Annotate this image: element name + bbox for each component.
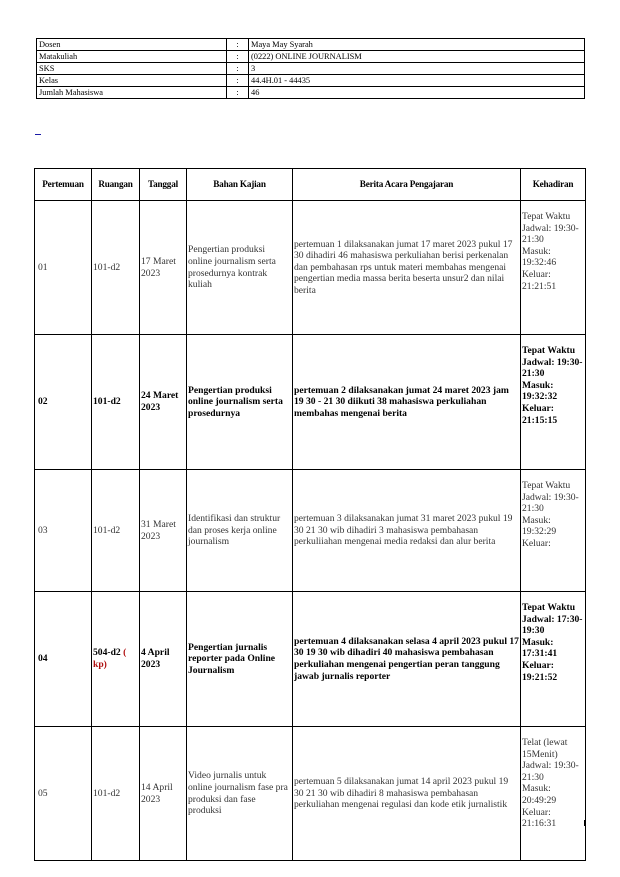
cell-ruangan — [92, 335, 140, 470]
next-row-divider — [91, 820, 92, 826]
kehadiran-status: Tepat Waktu — [522, 480, 571, 491]
cell-berita-acara: pertemuan 5 dilaksanakan jumat 14 april 2023 pukul 19 30 21 30 wib dihadiri 8 mahasiswa pembahasan perkuliahan mengenai regulasi dan kode etik jurnalistik — [293, 727, 521, 861]
kehadiran-status: Telat (lewat 15Menit) — [522, 737, 568, 760]
cell-kehadiran — [521, 592, 586, 727]
cell-kehadiran — [521, 727, 586, 861]
schedule-table — [34, 168, 586, 861]
header-ruangan: Ruangan — [92, 169, 140, 201]
kehadiran-jadwal: Jadwal: 19:30-21:30 — [522, 222, 579, 246]
table-row — [35, 201, 586, 335]
kehadiran-masuk: Masuk: 19:32:32 — [522, 379, 558, 403]
table-row — [35, 727, 586, 861]
info-row-dosen — [37, 39, 585, 51]
header-bahan-kajian: Bahan Kajian — [187, 169, 293, 201]
ruangan-note: ( kp) — [93, 647, 127, 670]
cell-pertemuan: 05 — [35, 727, 92, 861]
info-separator: : — [227, 39, 249, 51]
table-row — [35, 470, 586, 592]
ruangan-code: 101-d2 — [93, 396, 121, 408]
cell-berita-acara: pertemuan 4 dilaksanakan selasa 4 april 2023 pukul 17 30 19 30 wib dihadiri 40 mahasiswa pembahasan perkuliahan mengenai pengertian peran tanggung jawab jurnalis reporter — [293, 592, 521, 727]
cell-tanggal: 17 Maret 2023 — [140, 201, 187, 335]
cell-pertemuan: 04 — [35, 592, 92, 727]
cell-berita-acara: pertemuan 1 dilaksanakan jumat 17 maret 2023 pukul 17 30 dihadiri 46 mahasiswa perkuliahan berisi perkenalan dan pembahasan rps untuk materi membahas mengenai pengertian media massa berita beserta unsur2 dan nilai berita — [293, 201, 521, 335]
info-row-matakuliah — [37, 51, 585, 63]
kehadiran-masuk: Masuk: 17:31:41 — [522, 636, 558, 660]
cell-tanggal: 4 April 2023 — [140, 592, 187, 727]
kehadiran-keluar: Keluar: — [522, 537, 551, 549]
kehadiran-keluar: Keluar: 21:15:15 — [522, 402, 558, 426]
kehadiran-status: Tepat Waktu — [522, 602, 576, 613]
table-header-row — [35, 169, 586, 201]
info-value: Maya May Syarah — [249, 39, 585, 51]
table-row — [35, 335, 586, 470]
empty-link[interactable] — [35, 125, 41, 135]
cell-bahan-kajian: Pengertian jurnalis reporter pada Online Journalism — [187, 592, 293, 727]
cell-kehadiran — [521, 470, 586, 592]
kehadiran-masuk: Masuk: 19:32:29 — [522, 514, 557, 538]
kehadiran-keluar: Keluar: 21:21:51 — [522, 268, 557, 292]
table-row — [35, 592, 586, 727]
cell-ruangan — [92, 592, 140, 727]
next-row-border — [34, 820, 585, 826]
course-info-table — [36, 38, 585, 99]
info-row-jumlah-mahasiswa — [37, 87, 585, 99]
cell-tanggal: 31 Maret 2023 — [140, 470, 187, 592]
info-value: (0222) ONLINE JOURNALISM — [249, 51, 585, 63]
info-label: Dosen — [37, 39, 227, 51]
info-separator: : — [227, 75, 249, 87]
cell-bahan-kajian: Pengertian produksi online journalism serta prosedurnya — [187, 335, 293, 470]
kehadiran-jadwal: Jadwal: 19:30-21:30 — [522, 760, 579, 783]
cell-tanggal: 14 April 2023 — [140, 727, 187, 861]
header-kehadiran: Kehadiran — [521, 169, 586, 201]
kehadiran-keluar: Keluar: 21:16:31 — [522, 806, 557, 830]
cell-ruangan — [92, 470, 140, 592]
cell-ruangan — [92, 727, 140, 861]
ruangan-code: 101-d2 — [93, 787, 121, 799]
kehadiran-status: Tepat Waktu — [522, 345, 576, 356]
header-pertemuan: Pertemuan — [35, 169, 92, 201]
cell-pertemuan: 02 — [35, 335, 92, 470]
info-separator: : — [227, 51, 249, 63]
info-row-sks — [37, 63, 585, 75]
cell-berita-acara: pertemuan 2 dilaksanakan jumat 24 maret 2023 jam 19 30 - 21 30 diikuti 38 mahasiswa perkuliahan membahas mengenai berita — [293, 335, 521, 470]
info-label: Jumlah Mahasiswa — [37, 87, 227, 99]
cell-pertemuan: 01 — [35, 201, 92, 335]
cell-ruangan — [92, 201, 140, 335]
kehadiran-status: Tepat Waktu — [522, 211, 571, 222]
info-value: 44.4H.01 - 44435 — [249, 75, 585, 87]
ruangan-code: 101-d2 — [93, 261, 121, 273]
cell-berita-acara: pertemuan 3 dilaksanakan jumat 31 maret 2023 pukul 19 30 21 30 wib dihadiri 3 mahasiswa pembahasan perkuliiahan mengenai media redaksi dan alur berita — [293, 470, 521, 592]
info-separator: : — [227, 87, 249, 99]
ruangan-code: 101-d2 — [93, 524, 121, 536]
info-separator: : — [227, 63, 249, 75]
info-value: 3 — [249, 63, 585, 75]
ruangan-code: 504-d2 — [93, 647, 124, 659]
header-berita-acara: Berita Acara Pengajaran — [293, 169, 521, 201]
header-tanggal: Tanggal — [140, 169, 187, 201]
kehadiran-masuk: Masuk: 20:49:29 — [522, 783, 557, 806]
next-row-divider — [520, 820, 521, 826]
kehadiran-jadwal: Jadwal: 19:30-21:30 — [522, 491, 579, 515]
kehadiran-keluar: Keluar: 19:21:52 — [522, 659, 558, 683]
kehadiran-masuk: Masuk: 19:32:46 — [522, 245, 557, 269]
info-value: 46 — [249, 87, 585, 99]
cell-pertemuan: 03 — [35, 470, 92, 592]
cell-kehadiran — [521, 335, 586, 470]
info-label: Kelas — [37, 75, 227, 87]
cell-kehadiran — [521, 201, 586, 335]
kehadiran-jadwal: Jadwal: 17:30-19:30 — [522, 613, 583, 637]
cell-bahan-kajian: Pengertian produksi online journalism serta prosedurnya kontrak kuliah — [187, 201, 293, 335]
cell-bahan-kajian: Video jurnalis untuk online journalism fase pra produksi dan fase produksi — [187, 727, 293, 861]
cell-tanggal: 24 Maret 2023 — [140, 335, 187, 470]
cell-bahan-kajian: Identifikasi dan struktur dan proses kerja online journalism — [187, 470, 293, 592]
info-label: SKS — [37, 63, 227, 75]
info-label: Matakuliah — [37, 51, 227, 63]
info-row-kelas — [37, 75, 585, 87]
kehadiran-jadwal: Jadwal: 19:30-21:30 — [522, 356, 583, 380]
